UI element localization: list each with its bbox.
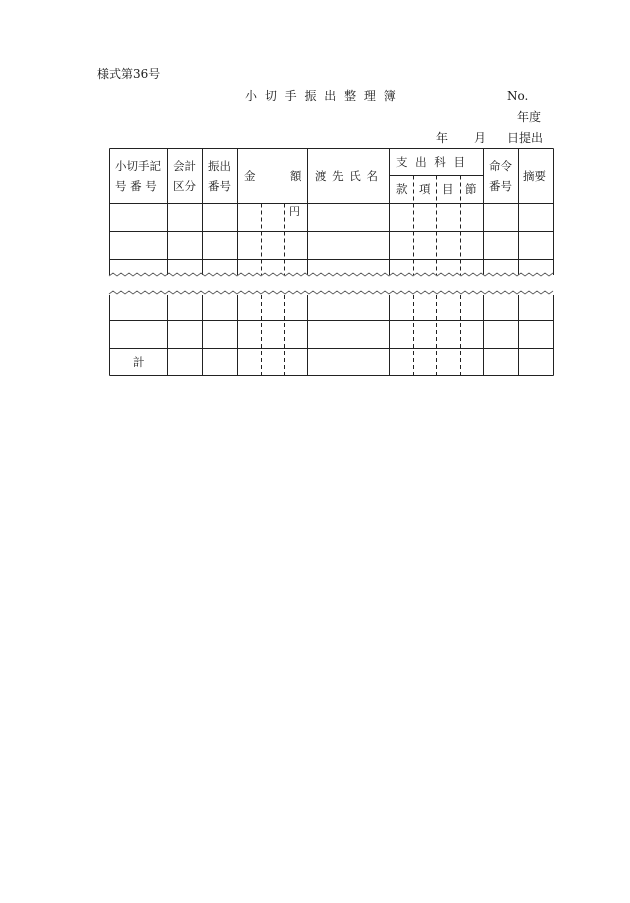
header-sub-kan: 款	[396, 182, 408, 196]
header-issue-bottom: 番号	[208, 179, 231, 193]
header-issue-top: 振出	[208, 159, 231, 173]
header-expense-group: 支 出 科 目	[396, 155, 467, 169]
form-number: 様式第36号	[97, 67, 161, 81]
header-amount-left: 金	[244, 169, 256, 183]
header-sub-setsu: 節	[465, 182, 477, 196]
header-check-number-top: 小切手記	[115, 159, 161, 173]
header-remarks: 摘要	[523, 169, 546, 183]
total-label: 計	[133, 355, 145, 369]
header-sub-kou: 項	[419, 182, 431, 196]
yen-unit-label: 円	[289, 205, 300, 218]
number-label: No.	[507, 89, 529, 103]
page-title: 小 切 手 振 出 整 理 簿	[245, 89, 398, 103]
fiscal-year-label: 年度	[517, 110, 542, 124]
header-payee: 渡 先 氏 名	[315, 169, 379, 183]
date-year-label: 年	[436, 131, 449, 145]
header-check-number-bottom: 号 番 号	[115, 179, 157, 193]
date-month-label: 月	[474, 131, 487, 145]
header-account-top: 会計	[173, 159, 196, 173]
header-amount-right: 額	[290, 169, 302, 183]
date-day-submit-label: 日提出	[507, 131, 544, 145]
header-order-bottom: 番号	[489, 179, 512, 193]
header-account-bottom: 区分	[173, 179, 196, 193]
header-sub-moku: 目	[442, 182, 454, 196]
header-order-top: 命令	[489, 159, 512, 173]
